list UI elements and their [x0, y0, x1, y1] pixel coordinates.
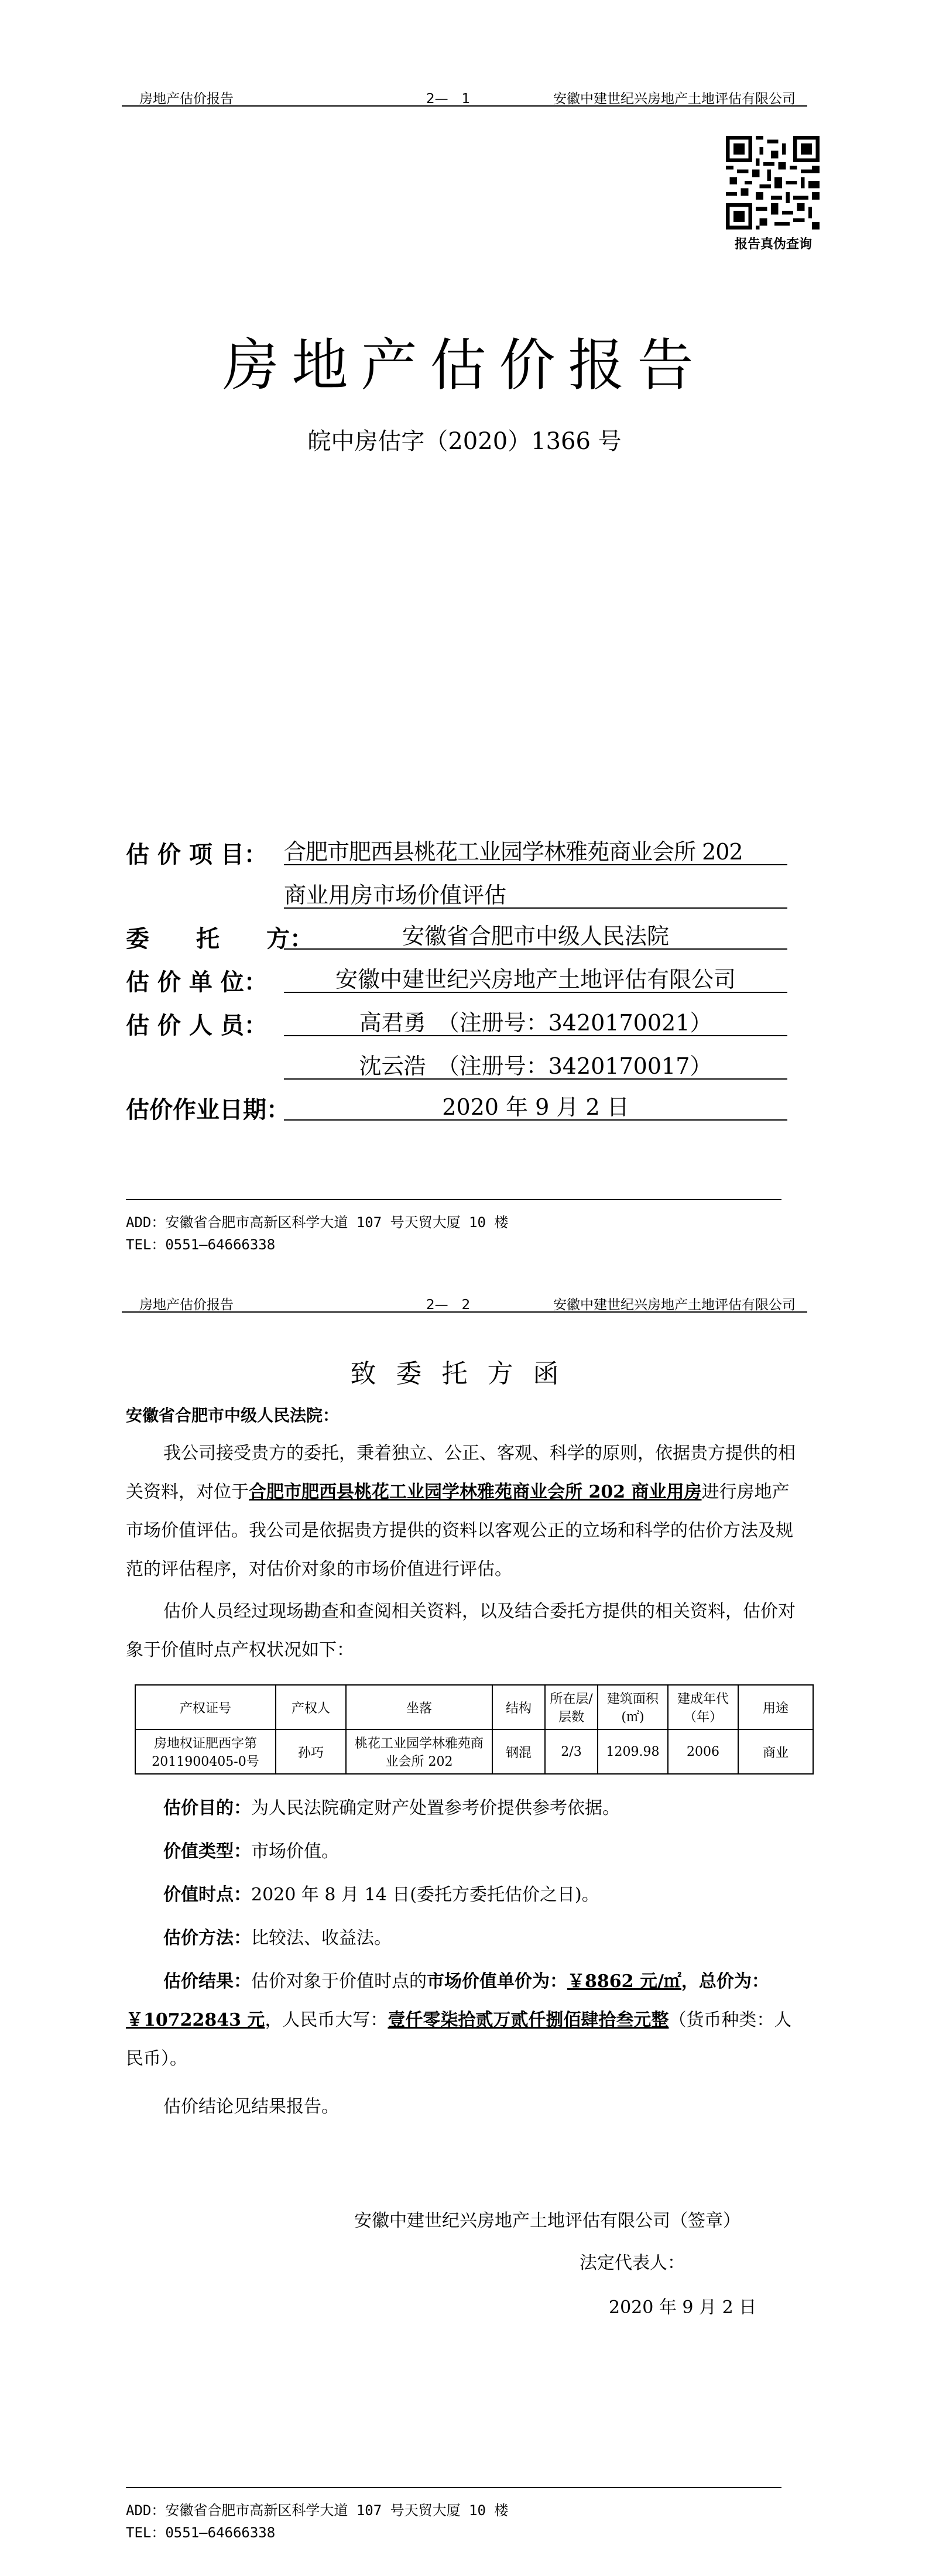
purpose-label: 估价目的： — [163, 1798, 251, 1818]
result-unit-price: ￥8862 元/㎡ — [567, 1971, 681, 1992]
signature-company: 安徽中建世纪兴房地产土地评估有限公司（签章） — [354, 2211, 741, 2231]
letter-paragraph-1 — [126, 1434, 799, 1589]
unit-label: 估 价 单 位： — [126, 968, 268, 996]
project-value-line1: 合肥市肥西县桃花工业园学林雅苑商业会所 202 — [284, 834, 787, 865]
table-cell: 2/3 — [545, 1729, 598, 1774]
footer-address: ADD：安徽省合肥市高新区科学大道 107 号天贸大厦 10 楼 — [126, 1214, 509, 1231]
qr-caption: 报告真伪查询 — [734, 237, 812, 252]
result-total-price: ￥10722843 元 — [126, 2010, 265, 2030]
appraisers-label: 估 价 人 员： — [126, 1012, 268, 1039]
project-label: 估 价 项 目： — [126, 841, 268, 868]
table-header-cell: 所在层/层数 — [545, 1685, 598, 1729]
valuation-purpose — [126, 1789, 799, 1828]
table-header-cell: 坐落 — [346, 1685, 492, 1729]
client-label: 委 托 方： — [126, 925, 313, 953]
value-type — [126, 1832, 799, 1871]
header-company: 安徽中建世纪兴房地产土地评估有限公司 — [553, 91, 796, 107]
valuation-method — [126, 1919, 799, 1958]
table-header-cell: 建筑面积(㎡) — [598, 1685, 668, 1729]
signature-date: 2020 年 9 月 2 日 — [609, 2297, 757, 2318]
type-text: 市场价值。 — [251, 1841, 339, 1862]
para1-rest: 进行房地产市场价值评估。我公司是依据贵方提供的资料以客观公正的立场和科学的估价方法及规范的评估程序，对估价对象的市场价值进行评估。 — [126, 1482, 793, 1580]
header-company: 安徽中建世纪兴房地产土地评估有限公司 — [553, 1297, 796, 1313]
header-page-number: 2— 1 — [426, 91, 471, 107]
footer-divider — [126, 1199, 781, 1200]
table-header-row — [135, 1685, 813, 1729]
date-label: 估价作业日期： — [126, 1096, 290, 1123]
document-number: 皖中房估字（2020）1366 号 — [307, 428, 622, 455]
table-row — [135, 1729, 813, 1774]
qr-code-icon[interactable] — [726, 136, 820, 229]
method-label: 估价方法： — [163, 1928, 251, 1948]
page-header — [122, 1294, 807, 1313]
table-cell: 钢混 — [492, 1729, 545, 1774]
appraiser-1: 高君勇 （注册号：3420170021） — [284, 1005, 787, 1036]
purpose-text: 为人民法院确定财产处置参考价提供参考依据。 — [251, 1798, 620, 1818]
conclusion-note: 估价结论见结果报告。 — [163, 2097, 339, 2117]
result-intro: 估价对象于价值时点的 — [251, 1971, 427, 1992]
unit-value: 安徽中建世纪兴房地产土地评估有限公司 — [284, 961, 787, 993]
client-value: 安徽省合肥市中级人民法院 — [284, 918, 787, 950]
method-text: 比较法、收益法。 — [251, 1928, 392, 1948]
valuation-result — [126, 1962, 799, 2078]
appraiser-2: 沈云浩 （注册号：3420170017） — [284, 1048, 787, 1080]
table-cell: 1209.98 — [598, 1729, 668, 1774]
value-time — [126, 1876, 799, 1914]
table-cell: 2006 — [668, 1729, 738, 1774]
table-cell: 孙巧 — [276, 1729, 346, 1774]
table-header-cell: 建成年代（年） — [668, 1685, 738, 1729]
header-page-number: 2— 2 — [426, 1297, 471, 1313]
header-left: 房地产估价报告 — [139, 91, 234, 107]
letter-recipient: 安徽省合肥市中级人民法院： — [126, 1406, 340, 1425]
date-value: 2020 年 9 月 2 日 — [284, 1089, 787, 1121]
table-cell: 房地权证肥西字第2011900405-0号 — [135, 1729, 276, 1774]
result-unit-label: 市场价值单价为： — [427, 1971, 567, 1992]
para1-property: 合肥市肥西县桃花工业园学林雅苑商业会所 202 商业用房 — [249, 1482, 702, 1502]
header-left: 房地产估价报告 — [139, 1297, 234, 1313]
project-value-line2: 商业用房市场价值评估 — [284, 877, 787, 909]
type-label: 价值类型： — [163, 1841, 251, 1862]
result-rmb-words: 壹仟零柒拾贰万贰仟捌佰肆拾叁元整 — [388, 2010, 669, 2030]
table-header-cell: 产权人 — [276, 1685, 346, 1729]
time-label: 价值时点： — [163, 1885, 251, 1905]
report-title: 房地产估价报告 — [222, 333, 707, 398]
result-label: 估价结果： — [163, 1971, 251, 1992]
result-rmb-label: ，人民币大写： — [265, 2010, 388, 2030]
letter-title: 致委托方函 — [350, 1359, 579, 1389]
table-cell: 桃花工业园学林雅苑商业会所 202 — [346, 1729, 492, 1774]
table-header-cell: 产权证号 — [135, 1685, 276, 1729]
property-rights-table — [135, 1684, 814, 1775]
letter-paragraph-2: 估价人员经过现场勘查和查阅相关资料，以及结合委托方提供的相关资料，估价对象于价值时点产权状况如下： — [126, 1601, 796, 1660]
footer-divider — [126, 2487, 781, 2488]
footer-tel: TEL：0551—64666338 — [126, 1236, 276, 1253]
para1-intro: 我公司接受贵方的委托，秉着独立、公正、客观、科学的原则，依据贵方提供的相关资料，对位于 — [126, 1443, 796, 1502]
signature-representative: 法定代表人： — [580, 2253, 685, 2273]
page-header — [122, 88, 807, 107]
table-header-cell: 用途 — [738, 1685, 813, 1729]
table-header-cell: 结构 — [492, 1685, 545, 1729]
table-cell: 商业 — [738, 1729, 813, 1774]
footer-address: ADD：安徽省合肥市高新区科学大道 107 号天贸大厦 10 楼 — [126, 2502, 509, 2519]
result-currency: （货币种类：人民币）。 — [126, 2010, 792, 2069]
footer-tel: TEL：0551—64666338 — [126, 2524, 276, 2541]
result-total-label: ，总价为： — [681, 1971, 769, 1992]
time-text: 2020 年 8 月 14 日(委托方委托估价之日)。 — [251, 1885, 599, 1905]
